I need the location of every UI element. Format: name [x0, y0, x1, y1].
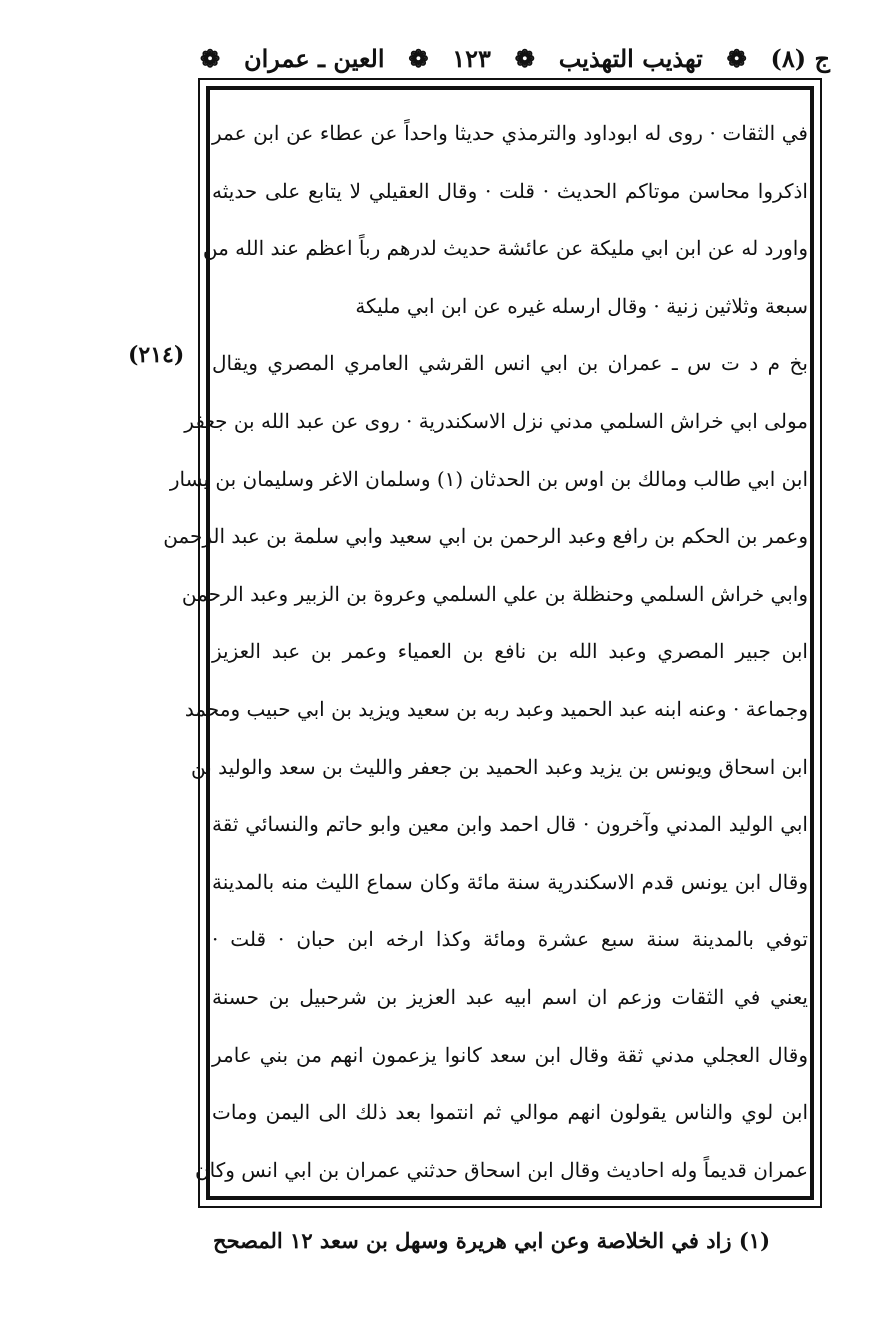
- ornament-icon: ❁: [514, 43, 535, 73]
- text-line: وجماعة · وعنه ابنه عبد الحميد وعبد ربه بن سعيد ويزيد بن ابي حبيب ومحمد: [184, 696, 808, 721]
- text-line: توفي بالمدينة سنة سبع عشرة ومائة وكذا ارخه ابن حبان · قلت ·: [212, 927, 808, 952]
- volume-label: ج (٨): [770, 43, 830, 73]
- text-line: ابن اسحاق ويونس بن يزيد وعبد الحميد بن جعفر والليث بن سعد والوليد بن: [190, 754, 808, 779]
- text-line: وقال ابن يونس قدم الاسكندرية سنة مائة وكان سماع الليث منه بالمدينة: [212, 869, 808, 894]
- text-line: اذكروا محاسن موتاكم الحديث · قلت · وقال العقيلي لا يتابع على حديثه: [212, 178, 808, 203]
- text-line: مولى ابي خراش السلمي مدني نزل الاسكندرية · روى عن عبد الله بن جعفر: [184, 408, 808, 433]
- section-label: العين ـ عمران: [243, 43, 385, 73]
- text-line: ابن جبير المصري وعبد الله بن نافع بن العمياء وعمر بن عبد العزيز: [212, 639, 808, 664]
- ornament-icon: ❁: [726, 43, 747, 73]
- text-line: واورد له عن ابن ابي مليكة عن عائشة حديث لدرهم رباً اعظم عند الله من: [202, 236, 808, 261]
- page-number: ١٢٣: [452, 43, 491, 73]
- text-line: عمران قديماً وله احاديث وقال ابن اسحاق حدثني عمران بن ابي انس وكان: [194, 1157, 808, 1182]
- body-text: [163, 108, 808, 1202]
- footnote: (١) زاد في الخلاصة وعن ابي هريرة وسهل بن سعد ١٢ المصحح: [213, 1228, 770, 1253]
- text-line: يعني في الثقات وزعم ان اسم ابيه عبد العزيز بن شرحبيل بن حسنة: [212, 984, 808, 1009]
- book-title: تهذيب التهذيب: [558, 43, 703, 73]
- text-line: في الثقات · روى له ابوداود والترمذي حديثا واحداً عن عطاء عن ابن عمر: [212, 121, 808, 145]
- text-line: وقال العجلي مدني ثقة وقال ابن سعد كانوا يزعمون انهم من بني عامر: [212, 1042, 808, 1067]
- text-line: ابن لوي والناس يقولون انهم موالي ثم انتموا بعد ذلك الى اليمن ومات: [212, 1100, 808, 1125]
- text-line: ابن ابي طالب ومالك بن اوس بن الحدثان (١) وسلمان الاغر وسليمان بن يسار: [169, 466, 808, 491]
- text-line: بخ م د ت س ـ عمران بن ابي انس القرشي العامري المصري ويقال: [212, 351, 808, 376]
- ornament-icon: ❁: [200, 43, 221, 73]
- text-line: وعمر بن الحكم بن رافع وعبد الرحمن بن ابي سعيد وابي سلمة بن عبد الرحمن: [163, 524, 808, 549]
- entry-number: (٢١٤): [128, 342, 185, 368]
- running-header: [200, 38, 830, 78]
- text-line: سبعة وثلاثين زنية · وقال ارسله غيره عن ابن ابي مليكة: [355, 293, 808, 318]
- text-line: ابي الوليد المدني وآخرون · قال احمد وابن معين وابو حاتم والنسائي ثقة: [212, 812, 808, 837]
- ornament-icon: ❁: [408, 43, 429, 73]
- text-line: وابي خراش السلمي وحنظلة بن علي السلمي وعروة بن الزبير وعبد الرحمن: [181, 581, 808, 606]
